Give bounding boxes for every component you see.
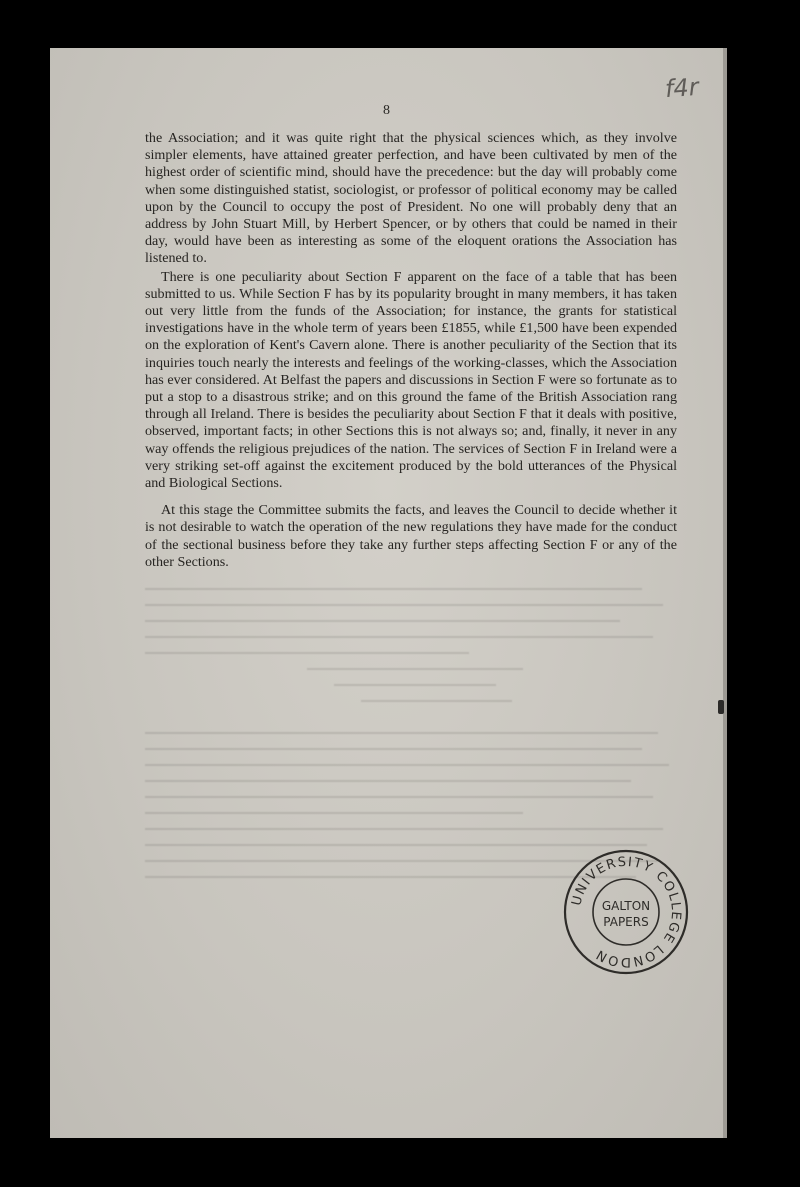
university-college-london-stamp <box>562 848 690 976</box>
paragraph-3: At this stage the Committee submits the facts, and leaves the Council to decide whether it is not desirable to watch the operation of the new regulations they have made for the conduct of the sectional business before they take any further steps affecting Section F or any of the other Sections. <box>145 502 677 570</box>
stamp-center-line-2: PAPERS <box>603 915 649 929</box>
page-edge-shadow <box>723 48 727 1138</box>
stamp-ring-text: UNIVERSITY COLLEGE LONDON <box>569 854 684 970</box>
body-text <box>145 130 677 572</box>
page-number: 8 <box>383 103 390 118</box>
stamp-center-line-1: GALTON <box>601 899 651 913</box>
folio-annotation: f4r <box>664 72 700 104</box>
paragraph-2: There is one peculiarity about Section F apparent on the face of a table that has been submitted to us. While Section F has by its popularity brought in many members, it has taken out very little from the funds of the Association; for instance, the grants for statistical investigations have in the whole term of years been £1855, while £1,500 have been expended on the exploration of Kent's Cavern alone. There is another peculiarity of the Section that its inquiries touch nearly the interests and feelings of the working-classes, which the Association has ever considered. At Belfast the papers and discussions in Section F were so fortunate as to put a stop to a disastrous strike; and on this ground the fame of the British Association rang through all Ireland. There is besides the peculiarity about Section F that it deals with positive, observed, important facts; in other Sections this is not always so; and, finally, it never in any way offends the religious prejudices of the nation. The services of Section F in Ireland were a very striking set-off against the excitement produced by the bold utterances of the Physical and Biological Sections. <box>145 268 677 492</box>
paragraph-1: the Association; and it was quite right that the physical sciences which, as they involve simpler elements, have attained greater perfection, and have been cultivated by men of the highest order of scientific mind, should have the precedence: but the day will probably come when some distinguished statist, sociologist, or professor of political economy may be called upon by the Council to occupy the post of President. No one will probably deny that an address by John Stuart Mill, by Herbert Spencer, or by others that could be named in their day, would have been as interesting as some of the eloquent orations the Association has listened to. <box>145 130 677 267</box>
document-page <box>50 48 723 1138</box>
binding-tab <box>718 700 724 714</box>
